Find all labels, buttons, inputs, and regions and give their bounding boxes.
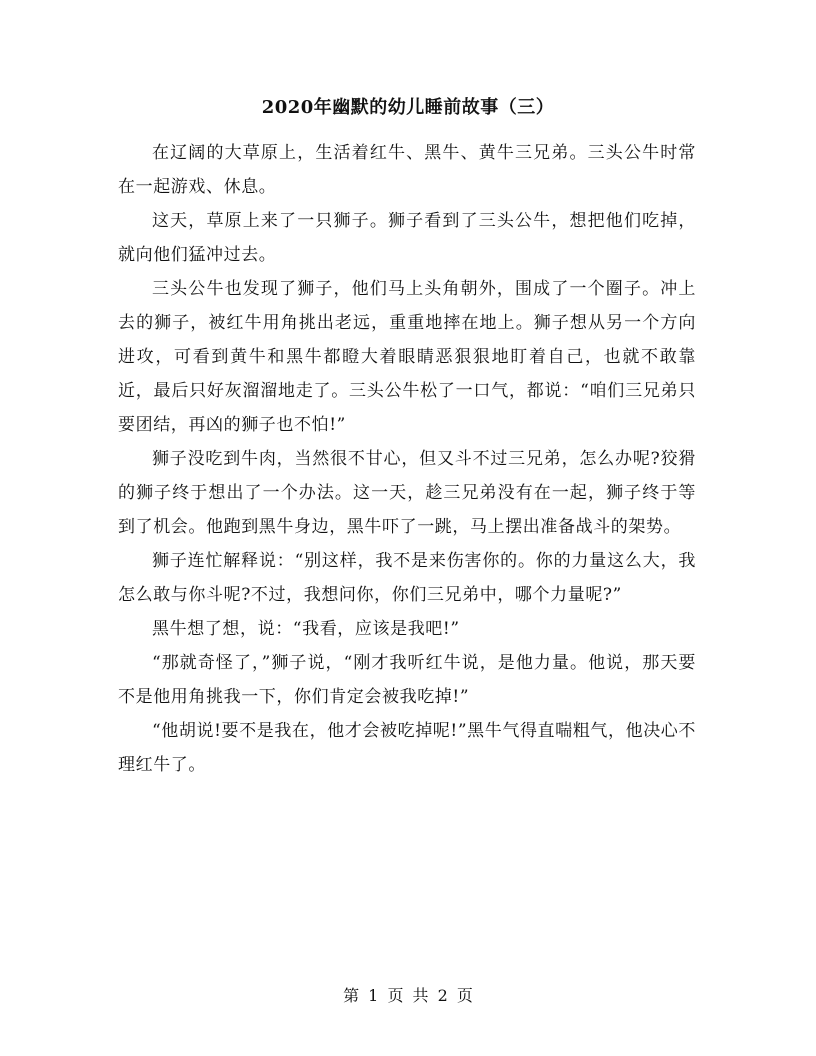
paragraph-6: 黑牛想了想，说：“我看，应该是我吧!” [152, 619, 460, 639]
paragraph-4: 狮子没吃到牛肉，当然很不甘心，但又斗不过三兄弟，怎么办呢?狡猾的狮子终于想出了一个办法。这一天，趁三兄弟没有在一起，狮子终于等到了机会。他跑到黑牛身边，黑牛吓了一跳，马上摆出准备战斗的架势。 [118, 449, 696, 537]
paragraph-8: “他胡说!要不是我在，他才会被吃掉呢!”黑牛气得直喘粗气，他决心不理红牛了。 [118, 721, 696, 775]
paragraph-2: 这天，草原上来了一只狮子。狮子看到了三头公牛，想把他们吃掉，就向他们猛冲过去。 [118, 211, 696, 265]
paragraph-7: “那就奇怪了，”狮子说，“刚才我听红牛说，是他力量。他说，那天要不是他用角挑我一下，你们肯定会被我吃掉!” [118, 653, 696, 707]
paragraph-5: 狮子连忙解释说：“别这样，我不是来伤害你的。你的力量这么大，我怎么敢与你斗呢?不过，我想问你，你们三兄弟中，哪个力量呢?” [118, 551, 696, 605]
document-title: 2020年幽默的幼儿睡前故事（三） [261, 97, 555, 118]
paragraph-3: 三头公牛也发现了狮子，他们马上头角朝外，围成了一个圈子。冲上去的狮子，被红牛用角挑出老远，重重地摔在地上。狮子想从另一个方向进攻，可看到黄牛和黑牛都瞪大着眼睛恶狠狠地盯着自己，也就不敢靠近，最后只好灰溜溜地走了。三头公牛松了一口气，都说：“咱们三兄弟只要团结，再凶的狮子也不怕!” [118, 279, 696, 435]
story-body [118, 136, 696, 782]
paragraph-1: 在辽阔的大草原上，生活着红牛、黑牛、黄牛三兄弟。三头公牛时常在一起游戏、休息。 [118, 143, 696, 197]
page-number-footer: 第 1 页 共 2 页 [343, 986, 473, 1005]
